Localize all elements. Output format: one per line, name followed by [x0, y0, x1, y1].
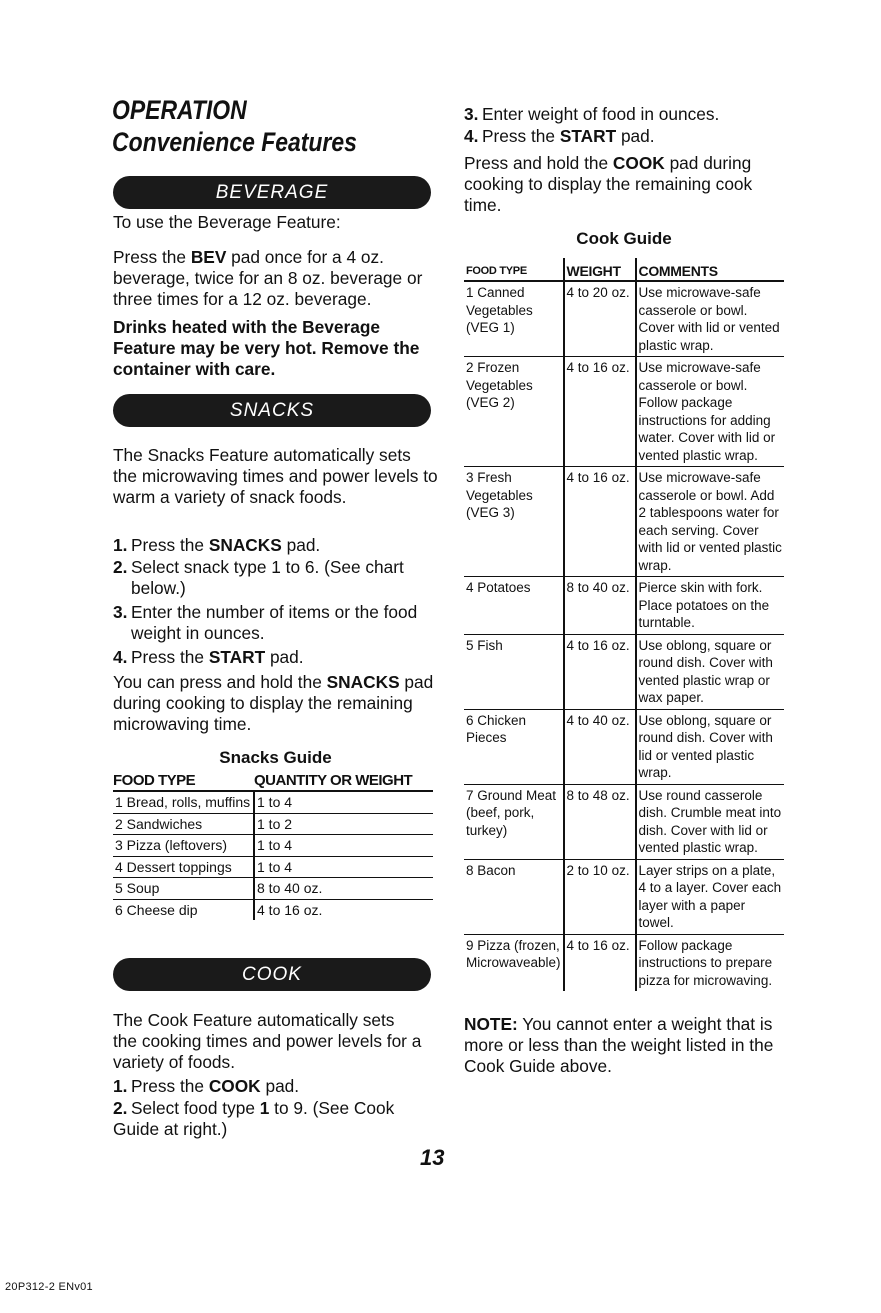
table-cell: Use microwave-safe casserole or bowl. Follow package instructions for adding water. Cover with lid or vented plastic wrap.	[636, 357, 784, 467]
cook-guide-table	[464, 258, 784, 991]
table-cell: 4 to 16 oz.	[564, 357, 636, 467]
snacks-step-3: 3. Enter the number of items or the food weight in ounces.	[113, 602, 418, 643]
table-cell: 4 to 40 oz.	[564, 709, 636, 784]
table-cell: 1 Bread, rolls, muffins	[113, 791, 254, 813]
table-row	[113, 835, 433, 857]
table-cell: 6 Cheese dip	[113, 899, 254, 920]
table-cell: 1 to 4	[254, 856, 433, 878]
table-cell: 3 Fresh Vegetables (VEG 3)	[464, 467, 564, 577]
table-cell: 1 to 4	[254, 835, 433, 857]
snacks-intro: The Snacks Feature automatically sets the microwaving times and power levels to warm a variety of snack foods.	[113, 445, 438, 507]
column-header: QUANTITY OR WEIGHT	[254, 770, 433, 791]
cook-step-3: 3. Enter weight of food in ounces.	[464, 104, 720, 124]
table-cell: 8 to 48 oz.	[564, 784, 636, 859]
table-row	[464, 467, 784, 577]
table-cell: Use oblong, square or round dish. Cover with lid or vented plastic wrap.	[636, 709, 784, 784]
table-cell: 2 Sandwiches	[113, 813, 254, 835]
table-cell: 4 to 16 oz.	[564, 934, 636, 991]
table-cell: 1 to 4	[254, 791, 433, 813]
beverage-warning: Drinks heated with the Beverage Feature may be very hot. Remove the container with care.	[113, 317, 420, 379]
snacks-step-4: 4. Press the START pad.	[113, 647, 304, 667]
beverage-instructions: Press the BEV pad once for a 4 oz. beverage, twice for an 8 oz. beverage or three times for a 12 oz. beverage.	[113, 247, 423, 309]
table-row	[464, 934, 784, 991]
table-cell: 4 to 16 oz.	[564, 467, 636, 577]
cook-intro: The Cook Feature automatically sets the cooking times and power levels for a variety of foods.	[113, 1010, 422, 1072]
table-header-row	[464, 258, 784, 281]
table-row	[113, 813, 433, 835]
table-cell: 4 Potatoes	[464, 577, 564, 635]
table-cell: 8 to 40 oz.	[254, 878, 433, 900]
table-cell: Follow package instructions to prepare pizza for microwaving.	[638, 937, 773, 988]
table-cell: 3 Pizza (leftovers)	[113, 835, 254, 857]
cook-guide-title: Cook Guide	[576, 229, 672, 248]
table-cell: 8 to 40 oz.	[564, 577, 636, 635]
table-header-row	[113, 770, 433, 791]
table-cell: 4 to 20 oz.	[564, 281, 636, 357]
table-cell: 8 Bacon	[464, 859, 564, 934]
table-cell: 5 Soup	[113, 878, 254, 900]
table-row	[464, 784, 784, 859]
cook-note: NOTE: You cannot enter a weight that is more or less than the weight listed in the Cook Guide above.	[464, 1014, 774, 1076]
table-cell: 7 Ground Meat (beef, pork, turkey)	[464, 784, 564, 859]
snacks-section-label: SNACKS	[113, 394, 431, 427]
table-cell: 4 to 16 oz.	[564, 634, 636, 709]
page-subtitle: Convenience Features	[112, 127, 357, 157]
snacks-guide-table	[113, 770, 433, 920]
table-cell: Use round casserole dish. Crumble meat into dish. Cover with lid or vented plastic wrap.	[636, 784, 784, 859]
table-row	[464, 859, 784, 934]
table-row	[113, 878, 433, 900]
table-row	[464, 577, 784, 635]
table-row	[113, 856, 433, 878]
table-row	[464, 634, 784, 709]
page-title: OPERATION	[112, 95, 247, 125]
table-row	[464, 281, 784, 357]
table-row	[464, 357, 784, 467]
table-cell: Use microwave-safe casserole or bowl. Cover with lid or vented plastic wrap.	[636, 281, 784, 357]
table-cell: Use microwave-safe casserole or bowl. Add 2 tablespoons water for each serving. Cover with lid or vented plastic wrap.	[636, 467, 784, 577]
page-number: 13	[420, 1145, 445, 1170]
table-cell: 5 Fish	[464, 634, 564, 709]
beverage-section-label: BEVERAGE	[113, 176, 431, 209]
table-cell: Use oblong, square or round dish. Cover with vented plastic wrap or wax paper.	[636, 634, 784, 709]
table-cell: 6 Chicken Pieces	[464, 709, 564, 784]
snacks-hold-info: You can press and hold the SNACKS pad during cooking to display the remaining microwaving time.	[113, 672, 434, 734]
table-cell: 1 Canned Vegetables (VEG 1)	[464, 281, 564, 357]
snacks-step-2: 2. Select snack type 1 to 6. (See chart below.)	[113, 557, 404, 598]
column-header: WEIGHT	[564, 258, 636, 281]
column-header: COMMENTS	[636, 258, 784, 281]
beverage-intro: To use the Beverage Feature:	[113, 212, 341, 232]
cook-section-label: COOK	[113, 958, 431, 991]
table-cell: Layer strips on a plate, 4 to a layer. Cover each layer with a paper towel.	[636, 859, 784, 934]
table-cell: Pierce skin with fork. Place potatoes on the turntable.	[636, 577, 784, 635]
table-row	[113, 899, 433, 920]
table-cell: 4 Dessert toppings	[113, 856, 254, 878]
table-cell: 9 Pizza (frozen, Microwaveable)	[466, 937, 561, 970]
cook-hold-info: Press and hold the COOK pad during cooking to display the remaining cook time.	[464, 153, 753, 215]
cook-step-2: 2. Select food type 1 to 9. (See Cook Guide at right.)	[113, 1098, 395, 1139]
column-header: FOOD TYPE	[464, 258, 564, 281]
column-header: FOOD TYPE	[113, 770, 254, 791]
table-cell: 1 to 2	[254, 813, 433, 835]
snacks-step-1: 1. Press the SNACKS pad.	[113, 535, 321, 555]
table-cell: 4 to 16 oz.	[257, 901, 323, 918]
cook-step-1: 1. Press the COOK pad.	[113, 1076, 300, 1096]
table-cell: 2 Frozen Vegetables (VEG 2)	[464, 357, 564, 467]
snacks-guide-title: Snacks Guide	[219, 748, 332, 767]
table-row	[464, 709, 784, 784]
cook-step-4: 4. Press the START pad.	[464, 126, 655, 146]
table-cell: 2 to 10 oz.	[564, 859, 636, 934]
table-row	[113, 791, 433, 813]
footer-code: 20P312-2 ENv01	[5, 1281, 93, 1293]
